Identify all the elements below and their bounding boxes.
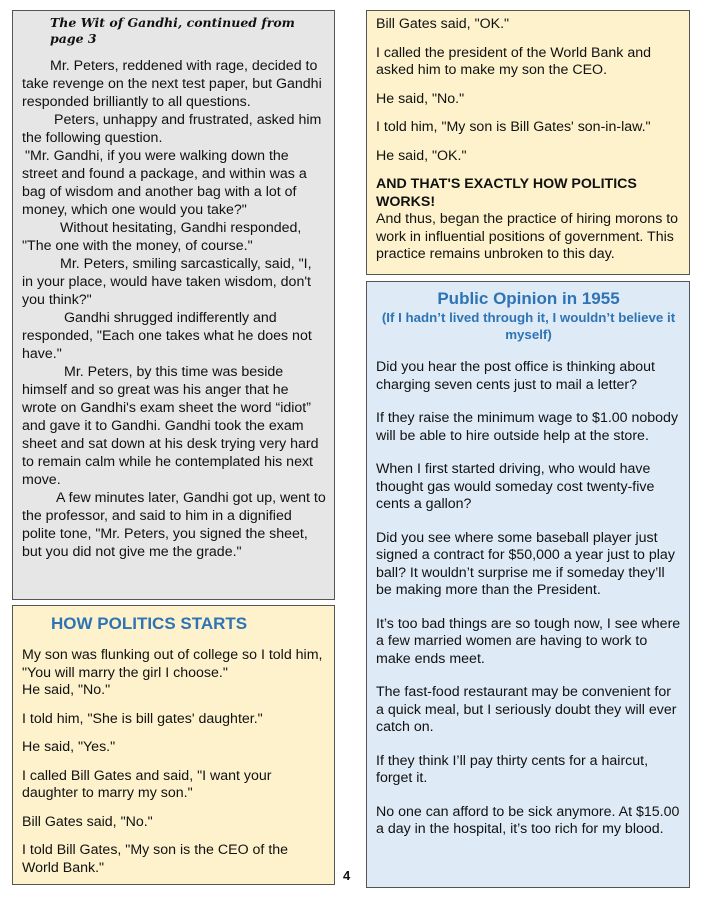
- opinion-subtitle: (If I hadn’t lived through it, I wouldn’t believe it myself): [381, 310, 676, 342]
- gandhi-paragraph: Mr. Peters, by this time was beside himself and so great was his anger that he wrote on Gandhi's exam sheet the word “idiot” and gave it to Gandhi. Gandhi took the exam sheet and sat down at his desk trying very hard to remain calm while he contemplated his next move.: [22, 364, 319, 488]
- politics-continued-box: [366, 10, 690, 275]
- gates-paragraph: I told him, "My son is Bill Gates' son-in-law.": [376, 119, 651, 135]
- gates-paragraph: I called the president of the World Bank and asked him to make my son the CEO.: [376, 44, 651, 78]
- public-opinion-box: [366, 281, 690, 888]
- politics-paragraph: He said, "Yes.": [22, 739, 116, 755]
- gandhi-paragraph: "Mr. Gandhi, if you were walking down the street and found a package, and within was a bag of wisdom and another bag with a lot of money, which one would you take?": [22, 148, 307, 218]
- opinion-paragraph: When I first started driving, who would have thought gas would someday cost twenty-five cents a gallon?: [376, 461, 655, 512]
- page-number: 4: [343, 868, 351, 883]
- gandhi-paragraph: A few minutes later, Gandhi got up, went to the professor, and said to him in a dignified polite tone, "Mr. Peters, you signed the sheet, but you did not give me the grade.": [22, 490, 326, 560]
- how-politics-starts-box: [12, 605, 335, 885]
- gandhi-paragraph: Without hesitating, Gandhi responded, "The one with the money, of course.": [22, 220, 302, 254]
- politics-title: HOW POLITICS STARTS: [51, 614, 248, 633]
- gandhi-paragraph: Mr. Peters, reddened with rage, decided to take revenge on the next test paper, but Gandhi responded brilliantly to all questions.: [22, 58, 322, 110]
- punchline: AND THAT'S EXACTLY HOW POLITICS WORKS!: [376, 176, 637, 210]
- politics-paragraph: Bill Gates said, "No.": [22, 813, 153, 830]
- opinion-paragraph: It’s too bad things are so tough now, I see where a few married women are having to work to make ends meet.: [376, 615, 681, 667]
- opinion-title: Public Opinion in 1955: [437, 289, 620, 308]
- opinion-paragraph: If they think I’ll pay thirty cents for a haircut, forget it.: [376, 752, 649, 786]
- opinion-paragraph: If they raise the minimum wage to $1.00 nobody will be able to hire outside help at the store.: [376, 410, 679, 444]
- gates-paragraph: Bill Gates said, "OK.": [376, 16, 510, 32]
- politics-paragraph: I told Bill Gates, "My son is the CEO of the World Bank.": [22, 842, 289, 876]
- gates-paragraph: He said, "OK.": [376, 147, 467, 164]
- politics-paragraph: I called Bill Gates and said, "I want your daughter to marry my son.": [22, 767, 272, 801]
- closing-paragraph: And thus, began the practice of hiring morons to work in influential positions of government. This practice remains unbroken to this day.: [376, 211, 679, 262]
- politics-paragraph: [22, 647, 326, 700]
- gandhi-paragraph: Peters, unhappy and frustrated, asked him the following question.: [22, 112, 322, 146]
- gandhi-paragraph: Mr. Peters, smiling sarcastically, said, "I, in your place, would have taken wisdom, don't you think?": [22, 256, 312, 308]
- gandhi-story-box: [12, 10, 335, 600]
- continued-heading: The Wit of Gandhi, continued from page 3: [50, 15, 295, 46]
- gates-paragraph: He said, "No.": [376, 90, 465, 107]
- opinion-paragraph: Did you see where some baseball player just signed a contract for $50,000 a year just to play ball? It wouldn’t surprise me if someday they’ll be making more than the President.: [376, 529, 675, 598]
- opinion-paragraph: Did you hear the post office is thinking about charging seven cents just to mail a letter?: [376, 359, 655, 393]
- opinion-paragraph: No one can afford to be sick anymore. At $15.00 a day in the hospital, it’s too rich for my blood.: [376, 803, 680, 837]
- gandhi-paragraph: Gandhi shrugged indifferently and responded, "Each one takes what he does not have.": [22, 310, 312, 362]
- politics-paragraph: I told him, "She is bill gates' daughter.": [22, 710, 263, 727]
- politics-line: My son was flunking out of college so I told him, "You will marry the girl I choose.": [22, 647, 323, 681]
- opinion-paragraph: The fast-food restaurant may be convenient for a quick meal, but I seriously doubt they will ever catch on.: [376, 684, 677, 735]
- politics-line: He said, "No.": [22, 682, 111, 698]
